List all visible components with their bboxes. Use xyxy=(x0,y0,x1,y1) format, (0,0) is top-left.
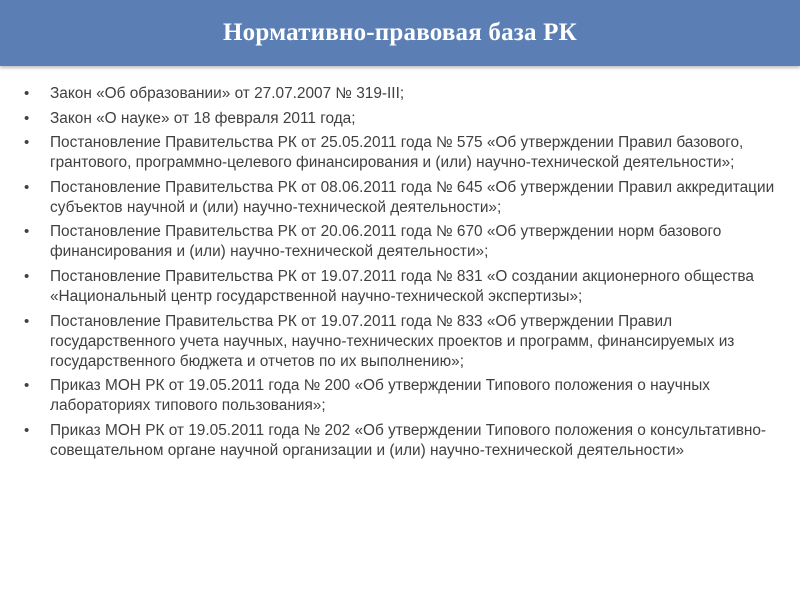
bullet-icon: • xyxy=(24,178,30,196)
list-item-text: Приказ МОН РК от 19.05.2011 года № 202 «Об утверждении Типового положения о консультативно-совещательном органе научной организации и (или) научно-технической деятельности» xyxy=(50,421,767,459)
content-area xyxy=(22,84,792,465)
list-item-text: Постановление Правительства РК от 20.06.2011 года № 670 «Об утверждении норм базового финансирования и (или) научно-технической деятельности»; xyxy=(50,223,722,261)
bullet-icon: • xyxy=(24,377,30,395)
list-item xyxy=(22,109,792,129)
list-item-text: Закон «Об образовании» от 27.07.2007 № 319-III; xyxy=(50,85,405,102)
list-item-text: Постановление Правительства РК от 25.05.2011 года № 575 «Об утверждении Правил базового, грантового, программно-целевого финансирования и (или) научно-технической деятельности»; xyxy=(50,134,744,172)
title-bar xyxy=(0,0,800,66)
bullet-icon: • xyxy=(24,421,30,439)
list-item xyxy=(22,421,792,461)
page-title: Нормативно-правовая база РК xyxy=(223,19,577,46)
list-item xyxy=(22,376,792,416)
bullet-icon: • xyxy=(24,85,30,102)
list-item-text: Постановление Правительства РК от 19.07.2011 года № 831 «О создании акционерного общества «Национальный центр государственной научно-технической экспертизы»; xyxy=(50,267,754,305)
list-item xyxy=(22,178,792,218)
list-item-text: Приказ МОН РК от 19.05.2011 года № 200 «Об утверждении Типового положения о научных лабораториях типового пользования»; xyxy=(50,377,710,415)
list-item xyxy=(22,267,792,307)
list-item-text: Закон «О науке» от 18 февраля 2011 года; xyxy=(50,109,356,127)
list-item-text: Постановление Правительства РК от 19.07.2011 года № 833 «Об утверждении Правил государственного учета научных, научно-технических проектов и программ, финансируемых из государственного бюджета и отчетов по их выполнению»; xyxy=(50,312,735,370)
bullet-icon: • xyxy=(24,109,30,127)
bullet-icon: • xyxy=(24,134,30,152)
bullet-icon: • xyxy=(24,267,30,285)
legal-acts-list xyxy=(22,84,792,461)
bullet-icon: • xyxy=(24,223,30,241)
list-item xyxy=(22,133,792,173)
bullet-icon: • xyxy=(24,312,30,330)
list-item xyxy=(22,312,792,372)
list-item xyxy=(22,84,792,104)
list-item xyxy=(22,222,792,262)
list-item-text: Постановление Правительства РК от 08.06.2011 года № 645 «Об утверждении Правил аккредитации субъектов научной и (или) научно-технической деятельности»; xyxy=(50,178,775,216)
